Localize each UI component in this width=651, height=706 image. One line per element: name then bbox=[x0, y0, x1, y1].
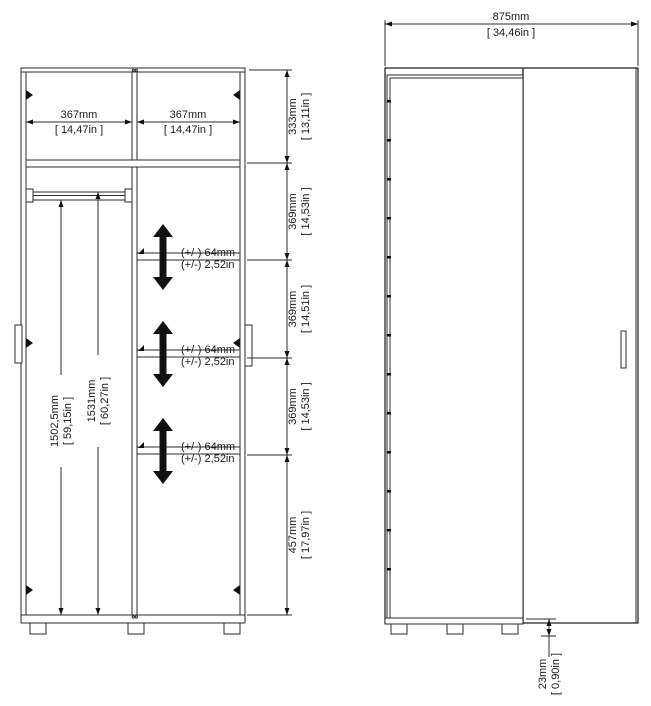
arrowhead-icon bbox=[285, 70, 290, 77]
chain-label-mm: 457mm bbox=[287, 516, 299, 554]
arrowhead-icon bbox=[26, 120, 33, 125]
center-divider-panel bbox=[132, 72, 137, 615]
left-sliding-door bbox=[387, 75, 524, 618]
height-dimension-chain bbox=[247, 70, 312, 615]
shelf-pin-icon bbox=[138, 248, 144, 254]
rod-bracket-left bbox=[26, 189, 33, 202]
arrowhead-icon bbox=[285, 163, 290, 170]
rod-height-dimension bbox=[49, 200, 74, 615]
front-view-feet bbox=[391, 624, 518, 634]
chain-label-in: [ 17,97in ] bbox=[300, 510, 312, 560]
foot bbox=[502, 624, 518, 634]
dimension-label-mm: 1502,5mm bbox=[49, 395, 61, 447]
shelf-adjust-label-in: (+/-) 2,52in bbox=[181, 259, 235, 271]
left-door-handle bbox=[15, 325, 22, 363]
interior-view bbox=[15, 68, 312, 634]
interior-height-dimension bbox=[86, 192, 111, 615]
shelf-adjust-label-mm: (+/-) 64mm bbox=[181, 441, 236, 453]
arrowhead-icon bbox=[59, 608, 64, 615]
dimension-label-mm: 367mm bbox=[60, 109, 98, 121]
dimension-label-in: [ 34,46in ] bbox=[486, 27, 536, 39]
shelf-pin-icon bbox=[138, 442, 144, 448]
chain-label-mm: 369mm bbox=[287, 290, 299, 328]
chain-label-in: [ 13,11in ] bbox=[300, 92, 312, 141]
arrowhead-icon bbox=[125, 120, 132, 125]
chain-label-mm: 369mm bbox=[287, 388, 299, 425]
arrowhead-icon bbox=[547, 629, 552, 636]
shelf-adjust-labels bbox=[181, 247, 235, 465]
arrowhead-icon bbox=[233, 120, 240, 125]
chain-label-mm: 333mm bbox=[287, 98, 299, 135]
cam-mark-icon bbox=[233, 585, 240, 595]
dimension-label-in: [ 14,47in ] bbox=[54, 124, 104, 136]
arrowhead-icon bbox=[285, 260, 290, 267]
arrowhead-icon bbox=[285, 253, 290, 260]
dimension-label-mm: 1531mm bbox=[86, 379, 98, 423]
arrowhead-icon bbox=[59, 200, 64, 207]
hanging-rod bbox=[26, 189, 132, 202]
bottom-gap-dimension bbox=[526, 619, 562, 695]
shelf-adjust-label-in: (+/-) 2,52in bbox=[181, 453, 235, 465]
right-side-panel bbox=[240, 68, 245, 623]
arrowhead-icon bbox=[285, 448, 290, 455]
arrowhead-icon bbox=[96, 608, 101, 615]
dimension-label-in: [ 60,27in ] bbox=[99, 376, 111, 426]
column-width-dimension-right bbox=[137, 109, 240, 136]
dimension-label-mm: 367mm bbox=[169, 109, 207, 121]
front-view bbox=[385, 11, 638, 695]
shelf-pin-icon bbox=[138, 345, 144, 351]
chain-label-in: [ 14,53in ] bbox=[300, 382, 312, 431]
cam-mark-icon bbox=[26, 90, 33, 100]
arrowhead-icon bbox=[285, 455, 290, 462]
arrowhead-icon bbox=[385, 22, 392, 27]
arrowhead-icon bbox=[137, 120, 144, 125]
foot bbox=[447, 624, 463, 634]
chain-label-mm: 369mm bbox=[287, 193, 299, 230]
dimension-label-in: [ 59,15in ] bbox=[62, 396, 74, 446]
chain-label-in: [ 14,53in ] bbox=[300, 187, 312, 236]
rod-bracket-right bbox=[125, 189, 132, 202]
arrowhead-icon bbox=[285, 608, 290, 615]
overall-width-dimension bbox=[385, 11, 638, 66]
arrowhead-icon bbox=[285, 351, 290, 358]
shelf-support-pins bbox=[138, 248, 144, 448]
dimension-label-mm: 875mm bbox=[492, 11, 530, 23]
base-plinth bbox=[385, 618, 523, 624]
foot bbox=[30, 623, 46, 634]
foot bbox=[391, 624, 407, 634]
shelf-adjust-label-mm: (+/-) 64mm bbox=[181, 247, 236, 259]
cam-mark-icon bbox=[26, 585, 33, 595]
foot bbox=[128, 623, 144, 634]
right-door-handle bbox=[621, 331, 626, 368]
column-width-dimension-left bbox=[26, 109, 132, 136]
foot bbox=[224, 623, 240, 634]
left-door-panel bbox=[387, 75, 523, 618]
arrowhead-icon bbox=[285, 156, 290, 163]
dimension-label-in: [ 0,90in ] bbox=[550, 652, 562, 696]
dimension-label-mm: 23mm bbox=[537, 658, 549, 690]
shelf-adjust-label-in: (+/-) 2,52in bbox=[181, 356, 235, 368]
dimension-label-in: [ 14,47in ] bbox=[163, 124, 213, 136]
cam-mark-icon bbox=[233, 90, 240, 100]
cam-mark-icon bbox=[26, 338, 33, 348]
arrowhead-icon bbox=[631, 22, 638, 27]
arrowhead-icon bbox=[285, 358, 290, 365]
interior-view-feet bbox=[30, 623, 240, 634]
right-door-handle bbox=[245, 325, 252, 366]
fixed-top-shelf bbox=[26, 160, 240, 167]
shelf-adjust-label-mm: (+/-) 64mm bbox=[181, 344, 236, 356]
chain-label-in: [ 14,51in ] bbox=[300, 284, 312, 334]
